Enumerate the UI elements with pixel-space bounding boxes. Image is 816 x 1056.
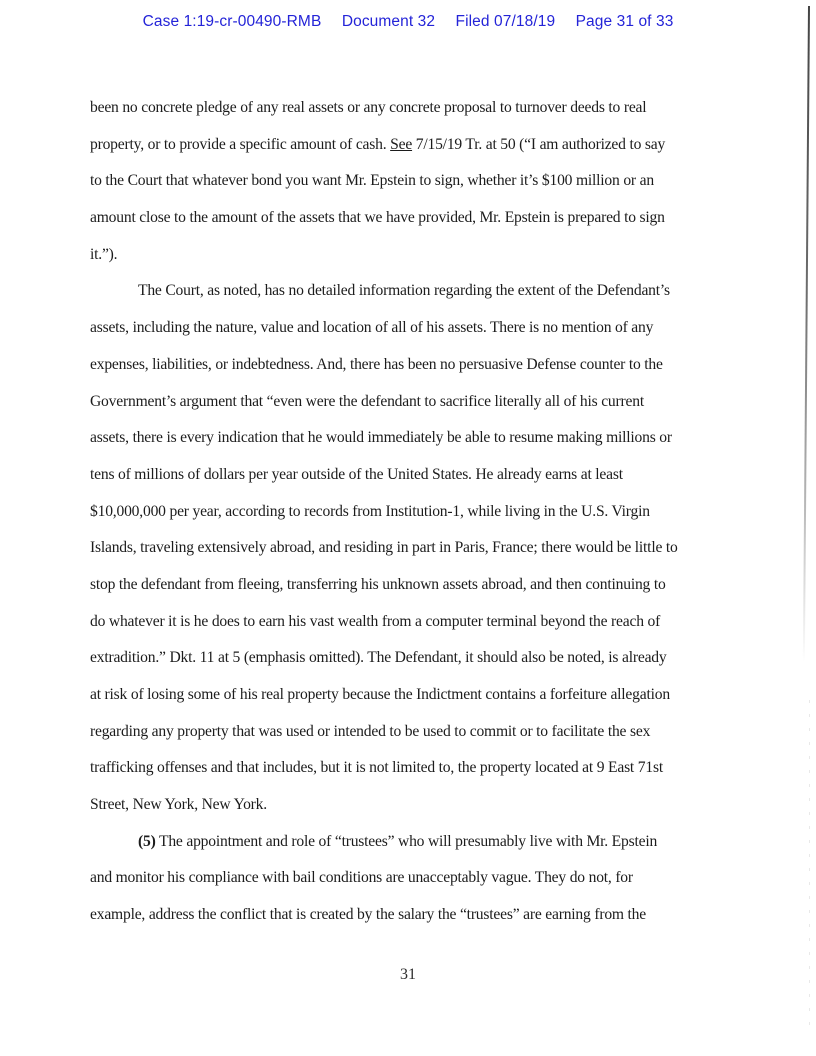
text-run: trafficking offenses and that includes, but it is not limited to, the property located at 9 East 71st [90, 759, 663, 777]
scan-edge-artifact [802, 6, 809, 662]
document-line [90, 127, 738, 164]
document-body [90, 90, 738, 934]
ecf-case-number: Case 1:19-cr-00490-RMB [142, 13, 322, 30]
text-run: expenses, liabilities, or indebtedness. And, there has been no persuasive Defense counter to the [90, 355, 663, 373]
text-run: assets, there is every indication that he would immediately be able to resume making millions or [90, 429, 672, 447]
document-line [90, 567, 738, 604]
scan-edge-artifact-faint [809, 700, 811, 1030]
underlined-citation: See [390, 135, 413, 153]
document-line [90, 494, 738, 531]
bold-run: (5) [138, 832, 156, 850]
document-line [90, 714, 738, 751]
text-run: and monitor his compliance with bail conditions are unacceptably vague. They do not, for [90, 869, 633, 887]
document-line [90, 824, 738, 861]
document-line [90, 677, 738, 714]
document-line [90, 200, 738, 237]
document-line [90, 163, 738, 200]
text-run: property, or to provide a specific amount of cash. [90, 135, 391, 153]
text-run: $10,000,000 per year, according to records from Institution-1, while living in the U.S. Virgin [90, 502, 650, 520]
text-run: The Court, as noted, has no detailed information regarding the extent of the Defendant’s [138, 282, 670, 300]
text-run: example, address the conflict that is created by the salary the “trustees” are earning from the [90, 906, 646, 924]
text-run: it.”). [90, 245, 118, 263]
document-line [90, 384, 738, 421]
document-line [90, 530, 738, 567]
document-line [90, 347, 738, 384]
text-run: assets, including the nature, value and location of all of his assets. There is no mention of any [90, 319, 654, 337]
text-run: 7/15/19 Tr. at 50 (“I am authorized to say [412, 135, 666, 153]
text-run: regarding any property that was used or intended to be used to commit or to facilitate the sex [90, 722, 651, 740]
page-number: 31 [400, 966, 416, 983]
text-run: extradition.” Dkt. 11 at 5 (emphasis omitted). The Defendant, it should also be noted, is already [90, 649, 667, 667]
document-line [90, 860, 738, 897]
document-line [90, 420, 738, 457]
document-line [90, 640, 738, 677]
text-run: do whatever it is he does to earn his vast wealth from a computer terminal beyond the reach of [90, 612, 661, 630]
text-run: Street, New York, New York. [90, 796, 267, 814]
document-line [90, 310, 738, 347]
text-run: been no concrete pledge of any real assets or any concrete proposal to turnover deeds to real [90, 99, 647, 116]
ecf-stamp-header [0, 13, 816, 31]
text-run: to the Court that whatever bond you want Mr. Epstein to sign, whether it’s $100 million or an [90, 172, 654, 190]
ecf-page-of: Page 31 of 33 [575, 13, 674, 30]
document-line [90, 787, 738, 824]
ecf-filed-date: Filed 07/18/19 [455, 13, 556, 30]
text-run: Islands, traveling extensively abroad, and residing in part in Paris, France; there would be little to [90, 539, 678, 557]
text-run: Government’s argument that “even were the defendant to sacrifice literally all of his current [90, 392, 644, 410]
document-line [90, 457, 738, 494]
text-run: tens of millions of dollars per year outside of the United States. He already earns at least [90, 465, 623, 483]
text-run: amount close to the amount of the assets that we have provided, Mr. Epstein is prepared to sign [90, 209, 665, 227]
document-line [90, 237, 738, 274]
ecf-document-number: Document 32 [341, 13, 436, 30]
document-line [90, 750, 738, 787]
document-line [90, 897, 738, 934]
document-line [90, 90, 738, 127]
text-run: at risk of losing some of his real property because the Indictment contains a forfeiture allegation [90, 686, 670, 703]
document-line [90, 604, 738, 641]
text-run: The appointment and role of “trustees” who will presumably live with Mr. Epstein [155, 832, 658, 850]
text-run: stop the defendant from fleeing, transferring his unknown assets abroad, and then continuing to [90, 575, 666, 593]
document-line [90, 273, 738, 310]
